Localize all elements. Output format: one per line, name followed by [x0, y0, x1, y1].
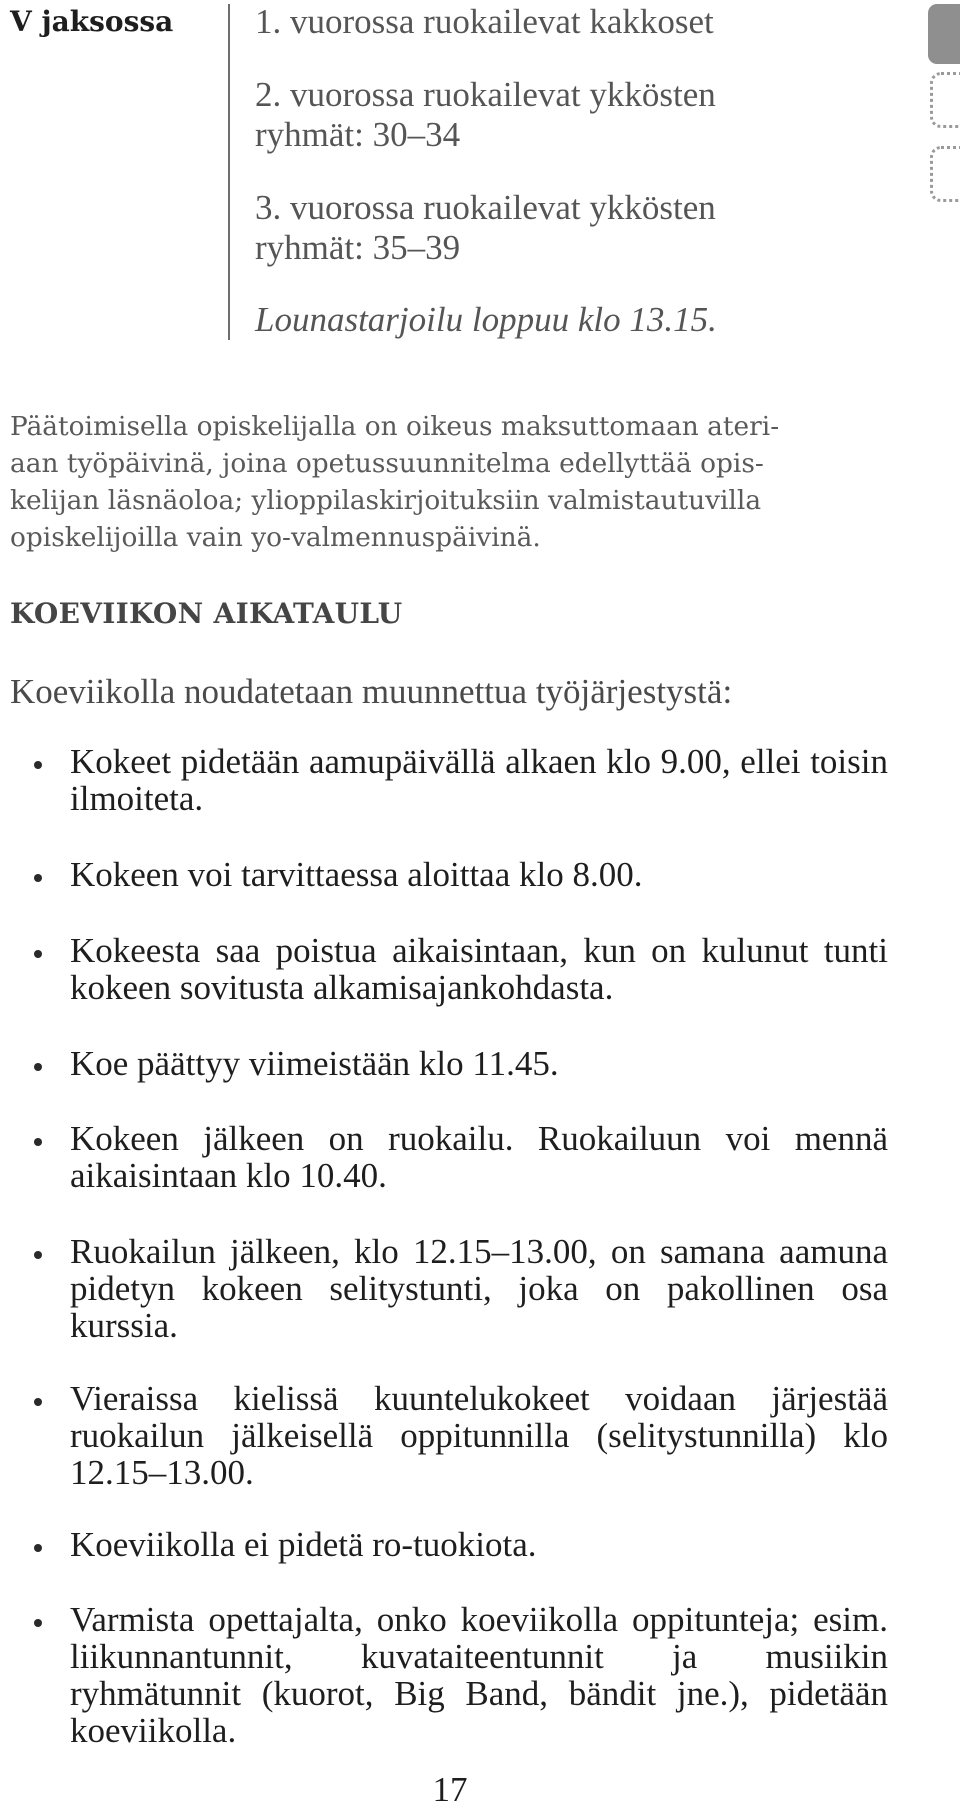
bullet-icon — [34, 1398, 42, 1406]
schedule-intro: Koeviikolla noudatetaan muunnettua työjärjestystä: — [10, 672, 733, 711]
bullet-icon — [34, 1251, 42, 1259]
list-item-text: Kokeet pidetään aamupäivällä alkaen klo 9.00, ellei toisin ilmoiteta. — [70, 742, 888, 818]
chapter-tab-active — [928, 4, 960, 64]
paragraph-line: Päätoimisella opiskelijalla on oikeus maksuttomaan ateri- — [10, 411, 780, 442]
paragraph-line: opiskelijoilla vain yo-valmennuspäivinä. — [10, 522, 541, 553]
list-item-text: Kokeen jälkeen on ruokailu. Ruokailuun voi mennä aikaisintaan klo 10.40. — [70, 1119, 888, 1195]
lunch-turn-line: 2. vuorossa ruokailevat ykkösten — [255, 75, 716, 114]
list-item — [70, 1380, 888, 1491]
list-item — [70, 1045, 888, 1082]
paragraph-line: kelijan läsnäoloa; ylioppilaskirjoituksiin valmistautuvilla — [10, 485, 762, 516]
lunch-turn-3 — [255, 188, 855, 268]
list-item — [70, 1120, 888, 1194]
period-label: V jaksossa — [10, 5, 174, 38]
bullet-icon — [34, 1138, 42, 1146]
bullet-icon — [34, 1619, 42, 1627]
lunch-turn-1 — [255, 2, 855, 42]
page-number: 17 — [432, 1770, 468, 1809]
bullet-icon — [34, 950, 42, 958]
list-item — [70, 932, 888, 1006]
lunch-turn-2 — [255, 75, 855, 155]
list-item-text: Kokeen voi tarvittaessa aloittaa klo 8.00. — [70, 855, 643, 894]
list-item-text: Varmista opettajalta, onko koeviikolla oppitunteja; esim. liikunnantunnit, kuvataiteentunnit ja musiikin ryhmätunnit (kuorot, Big Band, bändit jne.), pidetään koeviikolla. — [70, 1600, 888, 1750]
bullet-icon — [34, 1063, 42, 1071]
meal-right-paragraph — [10, 408, 890, 556]
list-item-text: Ruokailun jälkeen, klo 12.15–13.00, on samana aamuna pidetyn kokeen selitystunti, joka on pakollinen osa kurssia. — [70, 1232, 888, 1345]
lunch-turn-line: ryhmät: 30–34 — [255, 115, 461, 154]
lunch-turn-line: ryhmät: 35–39 — [255, 228, 461, 267]
bullet-icon — [34, 761, 42, 769]
lunch-turn-line: 1. vuorossa ruokailevat kakkoset — [255, 2, 714, 41]
list-item-text: Vieraissa kielissä kuuntelukokeet voidaan järjestää ruokailun jälkeisellä oppitunnilla (selitystunnilla) klo 12.15–13.00. — [70, 1379, 888, 1492]
list-item — [70, 1526, 888, 1563]
lunch-end-note: Lounastarjoilu loppuu klo 13.15. — [255, 300, 717, 339]
list-item-text: Koeviikolla ei pidetä ro-tuokiota. — [70, 1525, 537, 1564]
list-item — [70, 856, 888, 893]
bullet-icon — [34, 874, 42, 882]
list-item — [70, 1601, 888, 1749]
chapter-tab — [930, 146, 960, 202]
list-item-text: Koe päättyy viimeistään klo 11.45. — [70, 1044, 559, 1083]
section-heading: KOEVIIKON AIKATAULU — [10, 597, 403, 630]
lunch-turn-line: 3. vuorossa ruokailevat ykkösten — [255, 188, 716, 227]
bullet-icon — [34, 1544, 42, 1552]
list-item — [70, 1233, 888, 1344]
list-item-text: Kokeesta saa poistua aikaisintaan, kun on kulunut tunti kokeen sovitusta alkamisajankohdasta. — [70, 931, 888, 1007]
paragraph-line: aan työpäivinä, joina opetussuunnitelma edellyttää opis- — [10, 448, 764, 479]
table-divider — [228, 4, 230, 340]
list-item — [70, 743, 888, 817]
chapter-tab — [930, 72, 960, 128]
